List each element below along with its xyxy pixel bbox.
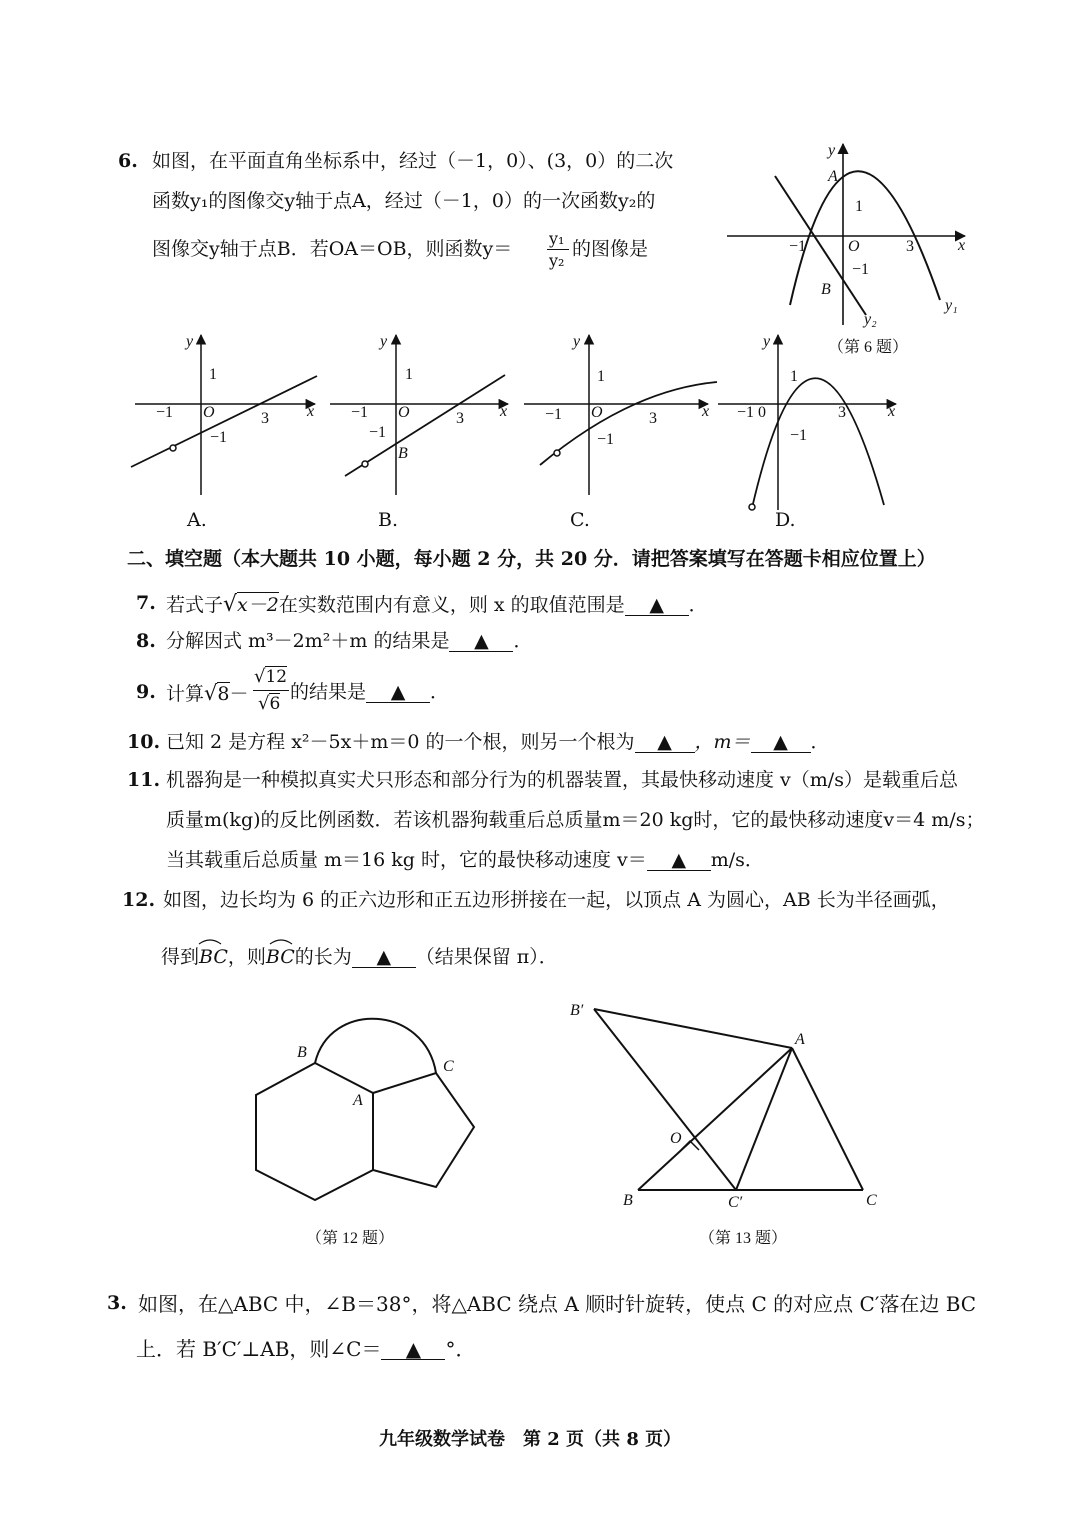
q8-text: 分解因式 m³－2m²＋m 的结果是 ▲ ． [166, 630, 533, 652]
q13-line2: 上．若 B′C′⊥AB，则∠C＝ ▲ °． [136, 1337, 476, 1361]
q13-segment-ab-prime [594, 1009, 792, 1048]
q11-line1: 机器狗是一种模拟真实犬只形态和部分行为的机器装置，其最快移动速度 v（m/s）是载重后总 [166, 769, 958, 791]
svg-text:−1: −1 [545, 406, 563, 423]
section2-header: 二、填空题（本大题共 10 小题，每小题 2 分，共 20 分．请把答案填写在答题卡相应位置上） [127, 548, 936, 570]
q9-text-b: 的结果是 ▲ ． [290, 681, 450, 703]
q6-frac-den: y₂ [549, 251, 565, 270]
svg-text:O: O [591, 404, 603, 421]
svg-text:y: y [573, 333, 581, 350]
q6-label-y2: y₂ [864, 311, 877, 328]
svg-text:x: x [702, 403, 710, 420]
q6-line1: 如图，在平面直角坐标系中，经过（－1，0）、(3，0）的二次 [152, 150, 674, 172]
svg-text:x: x [500, 403, 508, 420]
svg-text:y: y [186, 333, 194, 350]
q12-label-C: C [443, 1058, 454, 1075]
q12-fig-caption: （第 12 题） [306, 1230, 395, 1247]
q9-answer-blank[interactable]: ▲ [366, 683, 430, 703]
q6-option-d[interactable]: D. [775, 509, 796, 531]
q6-label-y1: y₁ [945, 297, 958, 314]
q10-answer-blank-1[interactable]: ▲ [635, 733, 695, 753]
svg-text:x: x [888, 403, 896, 420]
q11-answer-blank[interactable]: ▲ [647, 851, 711, 871]
q6-line3b: 的图像是 [572, 238, 649, 260]
q13-label-B: B [623, 1192, 633, 1209]
q6-label-neg1-y: −1 [852, 261, 870, 278]
q13-segment-bprime-cprime [594, 1009, 736, 1190]
q6-line3a: 图像交y轴于点B．若OA＝OB，则函数y＝ [152, 238, 513, 260]
svg-text:1: 1 [597, 368, 605, 385]
svg-text:B: B [398, 445, 408, 462]
svg-text:3: 3 [456, 410, 464, 427]
q13-segment-ac [792, 1048, 863, 1190]
svg-text:−1 0: −1 0 [737, 404, 767, 421]
q13-number: 3. [107, 1292, 127, 1314]
svg-text:3: 3 [649, 410, 657, 427]
q12-number: 12. [122, 889, 156, 911]
q11-number: 11. [127, 769, 161, 791]
svg-text:1: 1 [405, 366, 413, 383]
q6-line2: 函数y₁的图像交y轴于点A，经过（－1，0）的一次函数y₂的 [152, 190, 656, 212]
q10-text: 已知 2 是方程 x²－5x＋m＝0 的一个根，则另一个根为 ▲ ，m＝ ▲ ． [166, 731, 830, 753]
svg-text:x: x [307, 403, 315, 420]
q13-answer-blank[interactable]: ▲ [381, 1339, 445, 1360]
svg-text:y: y [380, 333, 388, 350]
q6-label-B: B [821, 281, 831, 298]
svg-text:O: O [203, 404, 215, 421]
q11-line2: 质量m(kg)的反比例函数．若该机器狗载重后总质量m＝20 kg时，它的最快移动速度v＝4 m/s； [166, 809, 985, 831]
q10-number: 10. [127, 731, 161, 753]
q6-number: 6. [118, 150, 138, 172]
svg-text:−1: −1 [369, 424, 387, 441]
q6-label-x: x [958, 237, 966, 254]
page-footer: 九年级数学试卷 第 2 页（共 8 页） [379, 1429, 682, 1450]
svg-text:y: y [763, 333, 771, 350]
svg-text:−1: −1 [156, 404, 174, 421]
q13-segment-ab [638, 1048, 792, 1190]
q8-number: 8. [136, 630, 156, 652]
svg-text:−1: −1 [597, 431, 615, 448]
q6-label-neg1: −1 [789, 238, 807, 255]
svg-text:1: 1 [790, 368, 798, 385]
q9-text-a: 计算√8－ [166, 681, 249, 705]
q12-line1: 如图，边长均为 6 的正六边形和正五边形拼接在一起，以顶点 A 为圆心，AB 长为半径画弧， [163, 889, 950, 911]
q13-segment-ac-prime [736, 1048, 792, 1190]
q11-line3: 当其载重后总质量 m＝16 kg 时，它的最快移动速度 v＝ ▲ m/s． [166, 849, 764, 871]
svg-text:−1: −1 [790, 427, 808, 444]
q12-label-A: A [353, 1092, 363, 1109]
q6-label-A: A [828, 168, 838, 185]
q12-line2: 得到BC，则BC的长为 ▲ （结果保留 π）． [161, 946, 558, 968]
q13-label-O: O [670, 1130, 682, 1147]
q13-label-Bprime: B′ [570, 1002, 584, 1019]
q6-frac-num: y₁ [549, 229, 565, 248]
svg-text:3: 3 [261, 410, 269, 427]
q9-frac-num: √12 [254, 666, 288, 687]
svg-text:−1: −1 [351, 404, 369, 421]
q6-label-1: 1 [855, 198, 863, 215]
q6-label-y: y [828, 142, 836, 159]
q6-label-3: 3 [906, 238, 914, 255]
svg-text:1: 1 [209, 366, 217, 383]
q9-number: 9. [136, 681, 156, 703]
q13-label-A: A [795, 1031, 805, 1048]
q9-frac-den: √6 [258, 693, 281, 714]
svg-text:3: 3 [838, 404, 846, 421]
q8-answer-blank[interactable]: ▲ [449, 632, 513, 652]
q6-option-c[interactable]: C. [570, 509, 590, 531]
q13-fig-caption: （第 13 题） [699, 1230, 788, 1247]
q7-text: 若式子√x－2在实数范围内有意义，则 x 的取值范围是 ▲ ． [166, 592, 708, 617]
q6-label-O: O [848, 238, 860, 255]
svg-text:−1: −1 [210, 429, 228, 446]
q6-option-b[interactable]: B. [378, 509, 399, 531]
q12-label-B: B [297, 1044, 307, 1061]
q6-option-a[interactable]: A. [187, 509, 207, 531]
q13-label-C: C [866, 1192, 877, 1209]
q12-answer-blank[interactable]: ▲ [352, 948, 416, 968]
q10-answer-blank-2[interactable]: ▲ [751, 733, 811, 753]
q6-fig-caption: （第 6 题） [828, 339, 909, 356]
q13-line1: 如图，在△ABC 中，∠B＝38°，将△ABC 绕点 A 顺时针旋转，使点 C 的对应点 C′落在边 BC [138, 1292, 977, 1316]
svg-text:O: O [398, 404, 410, 421]
q13-label-Cprime: C′ [728, 1194, 743, 1211]
q7-number: 7. [136, 592, 156, 614]
q7-answer-blank[interactable]: ▲ [625, 596, 689, 616]
